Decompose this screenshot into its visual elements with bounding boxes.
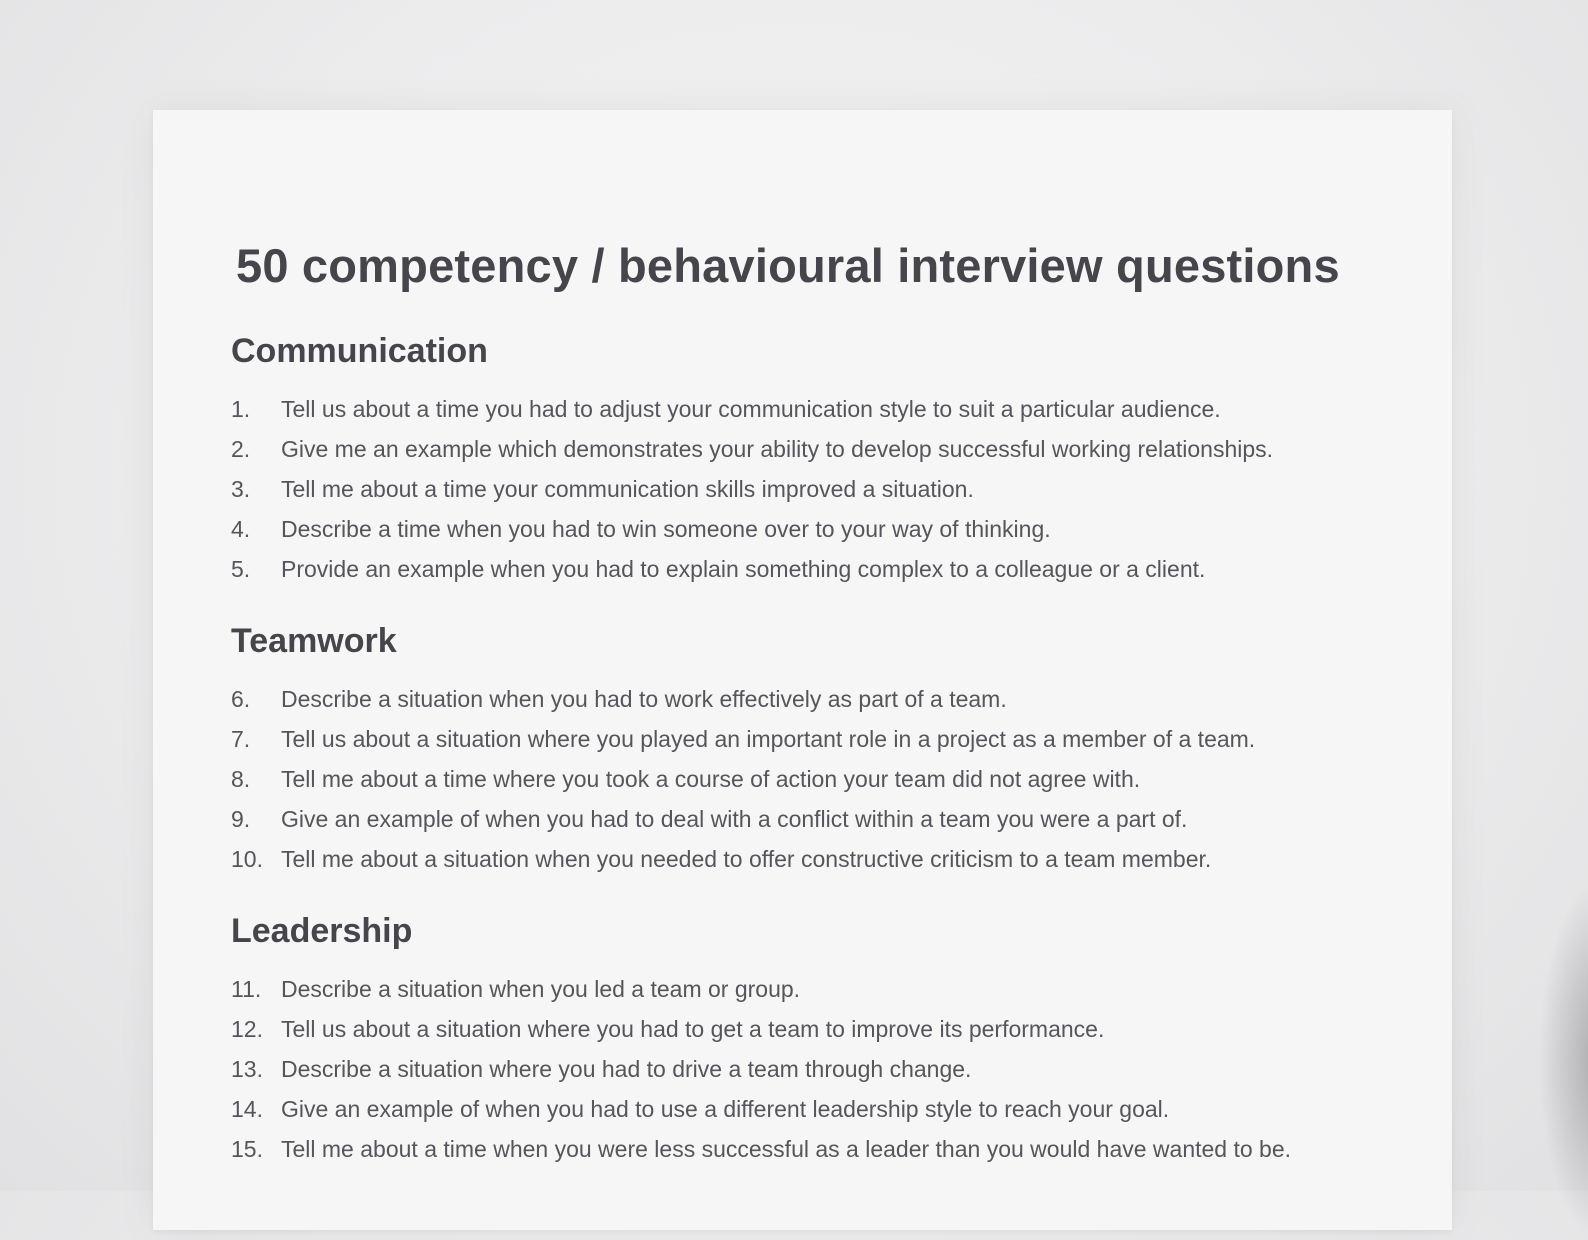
question-item [231, 759, 1431, 799]
question-item [231, 389, 1431, 429]
question-item [231, 839, 1431, 879]
question-list [231, 969, 1431, 1169]
question-text: Tell me about a time when you were less successful as a leader than you would have wanted to be. [281, 1136, 1292, 1162]
question-text: Tell me about a time your communication skills improved a situation. [281, 476, 974, 502]
question-number: 1. [231, 396, 251, 422]
question-number: 12. [231, 1016, 263, 1042]
question-number: 10. [231, 846, 263, 872]
question-number: 14. [231, 1096, 263, 1122]
question-text: Give me an example which demonstrates your ability to develop successful working relationships. [281, 436, 1274, 462]
question-number: 11. [231, 976, 262, 1002]
question-text: Give an example of when you had to use a different leadership style to reach your goal. [281, 1096, 1170, 1122]
document-title: 50 competency / behavioural interview questions [236, 239, 1340, 292]
question-item [231, 1089, 1431, 1129]
question-item [231, 679, 1431, 719]
question-text: Tell me about a time where you took a course of action your team did not agree with. [281, 766, 1141, 792]
section-heading: Communication [231, 332, 488, 370]
question-item [231, 799, 1431, 839]
question-text: Tell me about a situation when you needed to offer constructive criticism to a team member. [281, 846, 1212, 872]
question-item [231, 969, 1431, 1009]
question-text: Describe a time when you had to win someone over to your way of thinking. [281, 516, 1051, 542]
section-heading: Teamwork [231, 622, 397, 660]
question-number: 4. [231, 516, 251, 542]
question-number: 15. [231, 1136, 263, 1162]
question-number: 8. [231, 766, 251, 792]
question-item [231, 719, 1431, 759]
question-number: 9. [231, 806, 251, 832]
question-text: Describe a situation where you had to drive a team through change. [281, 1056, 972, 1082]
question-number: 6. [231, 686, 251, 712]
question-text: Give an example of when you had to deal with a conflict within a team you were a part of. [281, 806, 1188, 832]
section-communication [231, 327, 1431, 589]
question-number: 5. [231, 556, 251, 582]
question-item [231, 1049, 1431, 1089]
document-page [153, 110, 1452, 1230]
question-item [231, 429, 1431, 469]
question-number: 13. [231, 1056, 263, 1082]
question-item [231, 1129, 1431, 1169]
question-text: Describe a situation when you had to work effectively as part of a team. [281, 686, 1007, 712]
question-text: Describe a situation when you led a team or group. [281, 976, 801, 1002]
background-shadow [1538, 880, 1588, 1240]
section-leadership [231, 907, 1431, 1169]
question-text: Tell us about a situation where you played an important role in a project as a member of a team. [281, 726, 1256, 752]
question-number: 2. [231, 436, 251, 462]
question-number: 3. [231, 476, 251, 502]
question-text: Provide an example when you had to explain something complex to a colleague or a client. [281, 556, 1206, 582]
question-item [231, 549, 1431, 589]
question-text: Tell us about a time you had to adjust your communication style to suit a particular audience. [281, 396, 1221, 422]
section-heading: Leadership [231, 912, 413, 950]
question-item [231, 509, 1431, 549]
question-number: 7. [231, 726, 251, 752]
question-list [231, 389, 1431, 589]
question-item [231, 1009, 1431, 1049]
question-list [231, 679, 1431, 879]
question-item [231, 469, 1431, 509]
question-text: Tell us about a situation where you had to get a team to improve its performance. [281, 1016, 1105, 1042]
section-teamwork [231, 617, 1431, 879]
